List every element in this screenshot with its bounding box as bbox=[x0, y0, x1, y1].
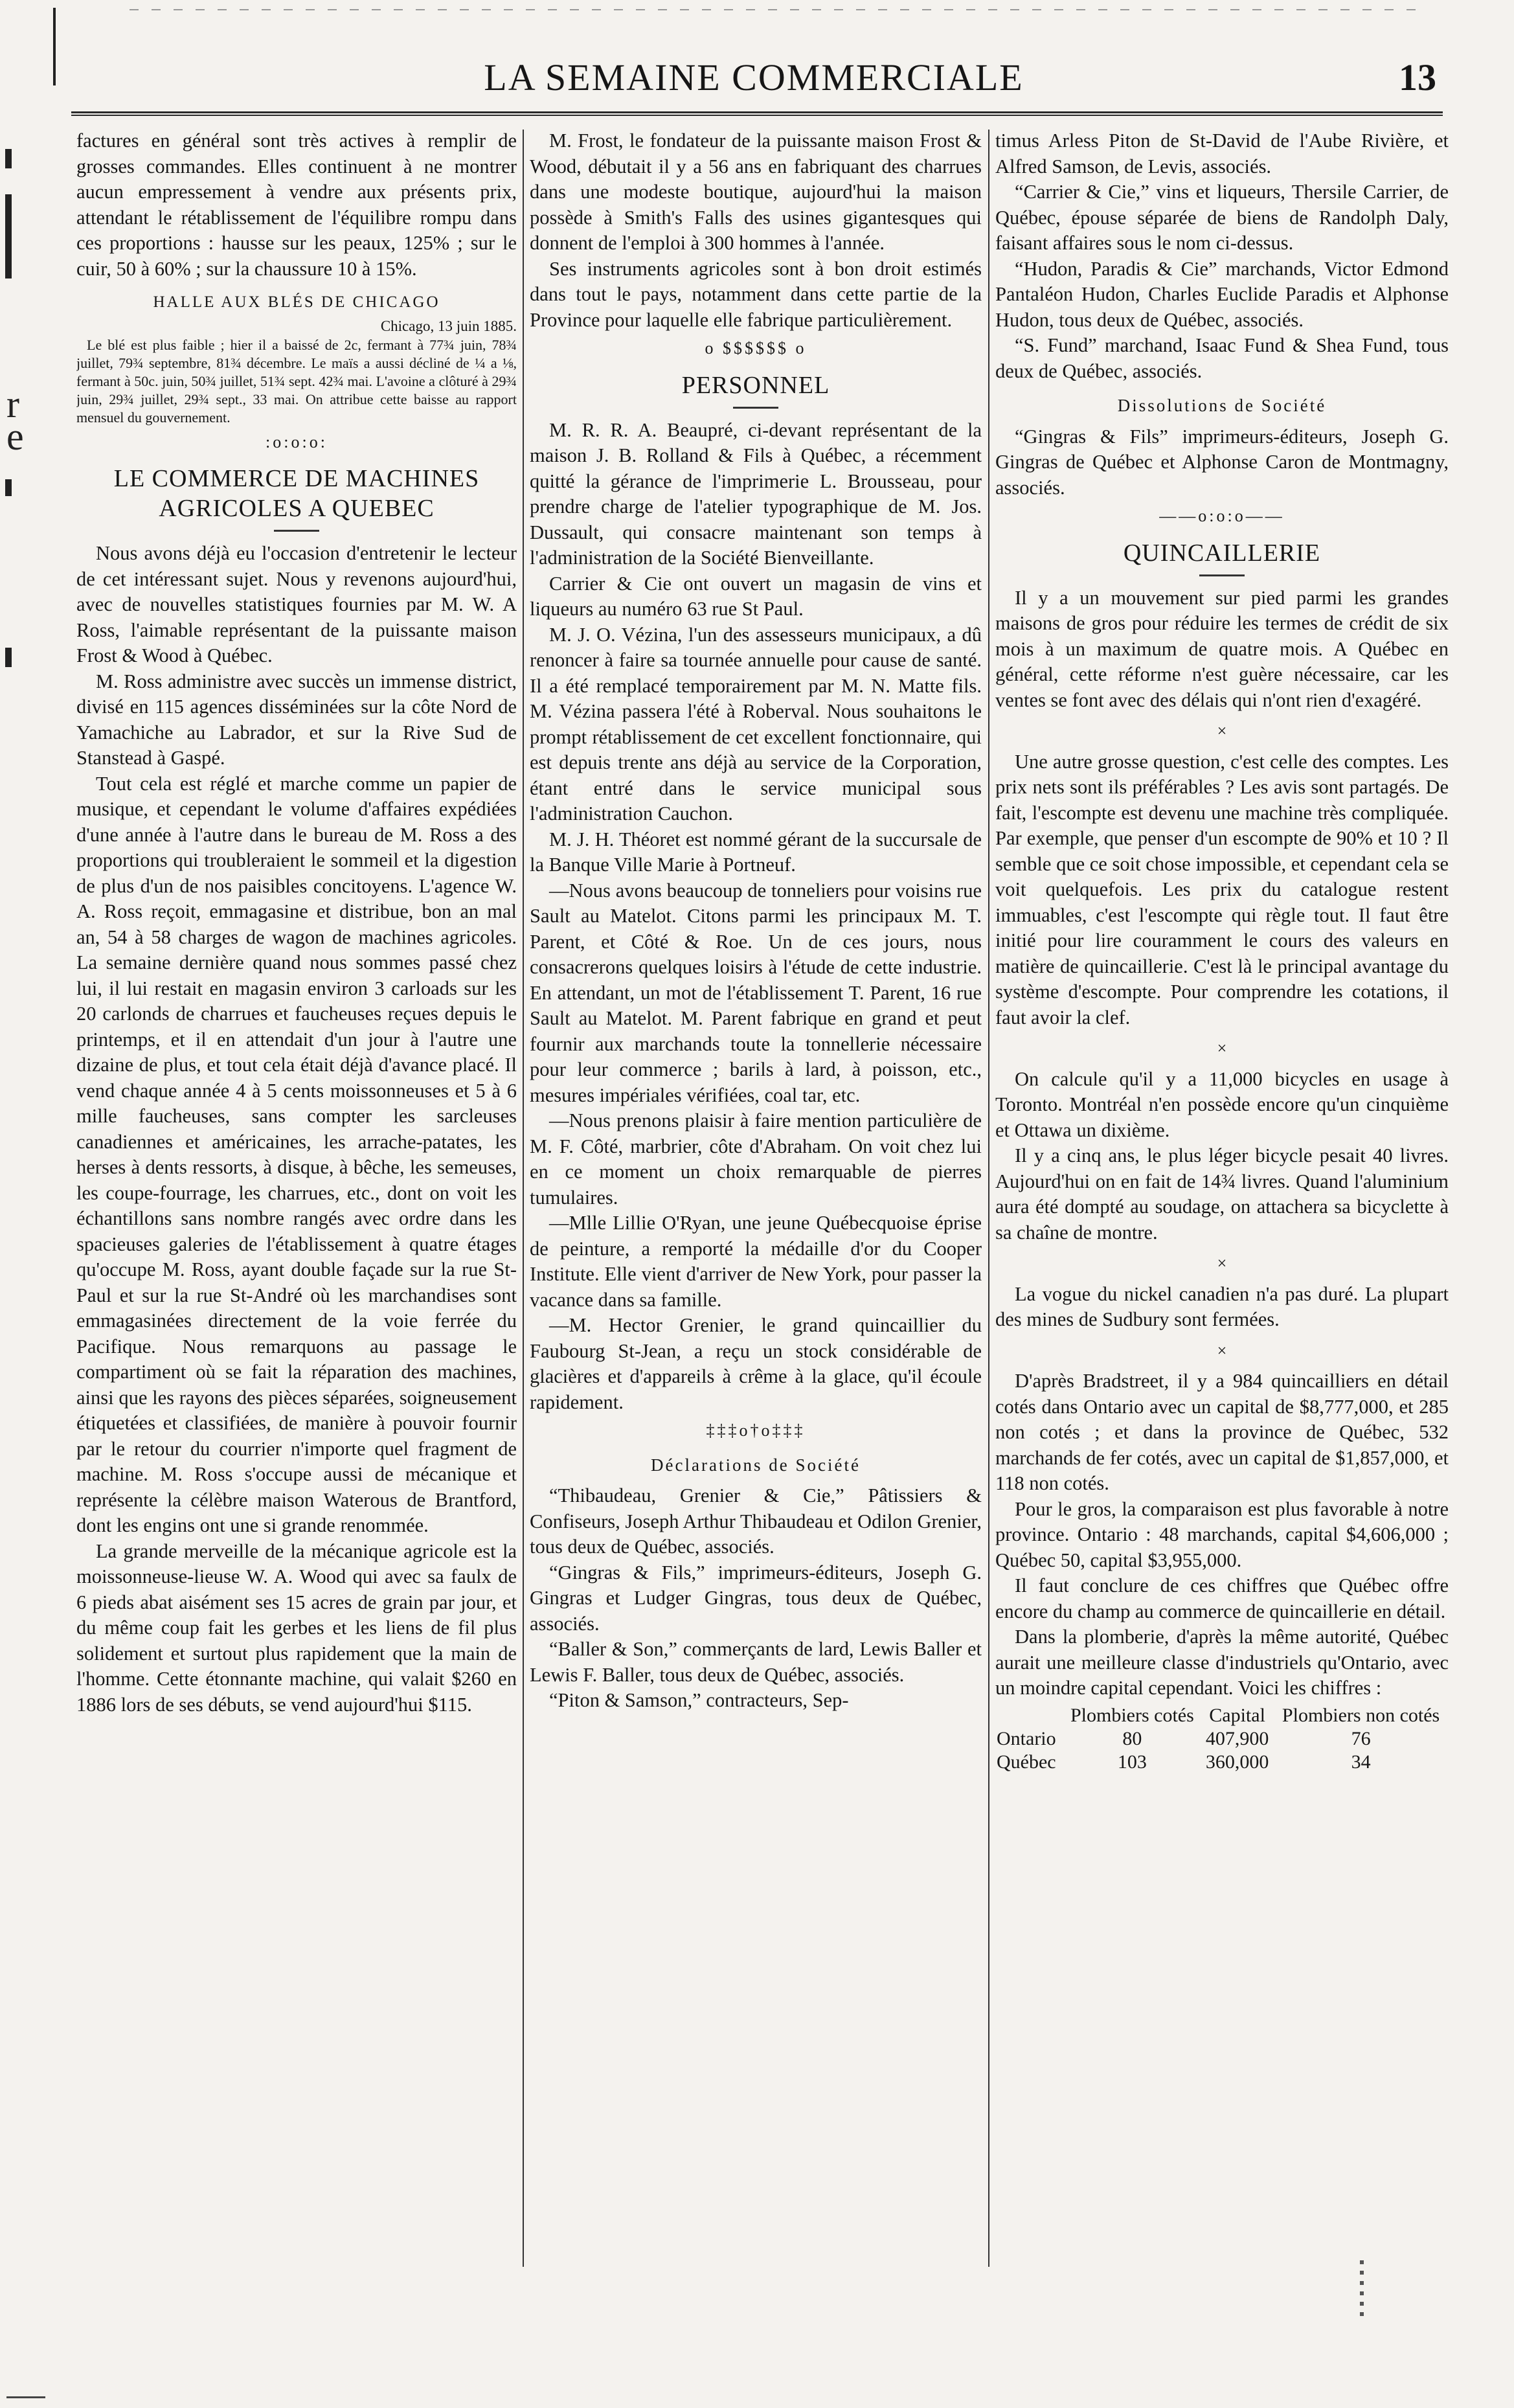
personnel-item: M. J. H. Théoret est nommé gérant de la succursale de la Banque Ville Marie à Portneuf. bbox=[530, 828, 982, 876]
section-heading-halle: HALLE AUX BLÉS DE CHICAGO bbox=[153, 293, 440, 311]
print-smudge bbox=[1360, 2260, 1364, 2319]
title-rule bbox=[1199, 574, 1245, 576]
personnel-item: M. R. R. A. Beaupré, ci-devant représentant de la maison J. B. Rolland & Fils à Québec, a récemment quitté la gérance de l'imprimerie L. Brousseau, pour prendre charge de l'atelier typographique de M. Jos. Dussault, qui consacre maintenant son temps à l'administration de la Société Bienveillante. bbox=[530, 418, 982, 569]
table-header-cell bbox=[995, 1704, 1063, 1727]
declaration-item: “Baller & Son,” commerçants de lard, Lewis Baller et Lewis F. Baller, tous deux de Québec, associés. bbox=[530, 1638, 982, 1686]
hardware-paragraph: Dans la plomberie, d'après la même autorité, Québec aurait une meilleure classe d'industriels qu'Ontario, avec un moindre capital cependant. Voici les chiffres : bbox=[995, 1626, 1449, 1699]
article-paragraph: Tout cela est réglé et marche comme un papier de musique, et cependant le volume d'affaires expédiées d'une année à l'autre dans le bureau de M. Ross a des proportions qui troubleraient le sommeil et la digestion de plus d'un de nos paisibles concitoyens. L'agence W. A. Ross reçoit, emmagasine et distribue, bon an mal an, 54 à 58 charges de wagon de machines agricoles. La semaine dernière quand nous sommes passé chez lui, il lui restait en magasin environ 3 carloads sur les 20 carlonds de charrues et faucheuses reçues depuis le printemps, et il en attendait d'un jour à l'autre une dizaine de plus, et tout cela était déjà d'avance placé. Il vend chaque année 4 à 5 cents moissonneuses et 5 à 6 mille faucheuses, sans compter les sarcleuses canadiennes et américaines, les arrache-patates, les herses à dents ressorts, à disque, à bêche, les semeuses, les coupe-fourrage, les charrues, etc., dont on voit les échantillons sans nombre rangés avec ordre dans les spacieuses galeries de l'établissement à quatre étages qu'occupe M. Ross, ayant double façade sur la rue St-Paul et sur la rue St-André où les marchandises sont emmagasinées directement de la voie ferrée du Pacifique. Nous remarquons au passage le compartiment où se fait la réparation des machines, ainsi que les rayons des pièces séparées, soigneusement étiquetées et classifiées, de manière à pouvoir fournir par le retour du courrier n'importe quel fragment de machine. M. Ross s'occupe aussi de mécanique et représente la célèbre maison Waterous de Brantford, dont les engins ont une si grande renommée. bbox=[76, 772, 517, 1536]
personnel-item: —Mlle Lillie O'Ryan, une jeune Québecquoise éprise de peinture, a remporté la médaille d'or du Cooper Institute. Elle vient d'arriver de New York, pour passer la vacance dans sa famille. bbox=[530, 1212, 982, 1311]
header-left-bar bbox=[53, 8, 56, 85]
personnel-item: M. J. O. Vézina, l'un des assesseurs municipaux, a dû renoncer à faire sa tournée annuelle pour cause de santé. Il a été remplacé temporairement par M. N. Matte fils. M. Vézina passera l'été à Roberval. Nous souhaitons le prompt rétablissement de cet excellent fonctionnaire, qui est depuis trente ans déjà au service de la Corporation, étant entré dans le service municipal sous l'administration Cauchon. bbox=[530, 623, 982, 824]
page-number: 13 bbox=[1399, 56, 1436, 98]
declaration-item: “Thibaudeau, Grenier & Cie,” Pâtissiers & Confiseurs, Joseph Arthur Thibaudeau et Odilon Grenier, tous deux de Québec, associés. bbox=[530, 1484, 982, 1558]
margin-letter-e: e bbox=[6, 415, 24, 458]
personnel-item: Carrier & Cie ont ouvert un magasin de vins et liqueurs au numéro 63 rue St Paul. bbox=[530, 572, 982, 620]
table-cell: 103 bbox=[1117, 1751, 1147, 1773]
item-separator: × bbox=[1217, 1341, 1227, 1360]
table-cell: Québec bbox=[997, 1751, 1056, 1773]
table-cell: 34 bbox=[1351, 1751, 1371, 1773]
margin-letter-r: r bbox=[6, 383, 19, 426]
table-row bbox=[995, 1751, 1449, 1774]
separator: o $$$$$$ o bbox=[705, 339, 807, 358]
declaration-item: “Carrier & Cie,” vins et liqueurs, Thersile Carrier, de Québec, épouse séparée de biens de Randolph Daly, faisant affaires sous le nom ci-dessus. bbox=[995, 181, 1449, 254]
article-paragraph: La grande merveille de la mécanique agricole est la moissonneuse-lieuse W. A. Wood qui avec sa faulx de 6 pieds abat aisément ses 15 acres de grain par jour, et du même coup fait les gerbes et les liens de fil plus solidement et surtout plus rapidement que la main de l'homme. Cette étonnante machine, qui valait $260 en 1886 lors de ses débuts, se vend aujourd'hui $115. bbox=[76, 1539, 517, 1716]
hardware-paragraph: Une autre grosse question, c'est celle des comptes. Les prix nets sont ils préférables ? Les avis sont partagés. De fait, l'escompte est devenu une machine très compliquée. Par exemple, que penser d'un escompte de 90% et 10 ? Il semble que ce soit chose impossible, et cependant cela se voit quelquefois. Les prix du catalogue restent immuables, c'est l'escompte qui règle tout. Il faut être initié pour lire couramment le cours des valeurs en matière de quincaillerie. C'est là le principal avantage du système d'escompte. Pour comprendre les cotations, il faut avoir la clef. bbox=[995, 750, 1449, 1028]
left-edge-mark bbox=[5, 149, 12, 168]
plumbers-table bbox=[995, 1704, 1449, 1774]
item-separator: × bbox=[1217, 721, 1227, 740]
market-report: Le blé est plus faible ; hier il a baissé de 2c, fermant à 77¾ juin, 78¾ juillet, 79¾ septembre, 81¾ décembre. Le maïs a aussi décliné de ¼ a ⅛, fermant à 50c. juin, 50¾ juillet, 51¾ sept. 42¾ mai. L'avoine a clôturé à 29¾ juin, 29¾ juillet, 29¾ sept., 33 mai. On attribue cette baisse au rapport mensuel du gouvernement. bbox=[76, 336, 517, 426]
hardware-paragraph: La vogue du nickel canadien n'a pas duré. La plupart des mines de Sudbury sont fermées. bbox=[995, 1282, 1449, 1330]
ornament-separator: ‡‡‡o†o‡‡‡ bbox=[706, 1421, 806, 1440]
left-edge-mark bbox=[5, 194, 12, 278]
table-header-cell: Plombiers non cotés bbox=[1282, 1704, 1440, 1726]
declaration-item: “Piton & Samson,” contracteurs, Sep- bbox=[549, 1689, 849, 1711]
table-cell: 407,900 bbox=[1205, 1727, 1269, 1749]
dateline: Chicago, 13 juin 1885. bbox=[380, 317, 517, 334]
hardware-paragraph: Il y a cinq ans, le plus léger bicycle pesait 40 livres. Aujourd'hui on en fait de 14¾ livres. Quand l'aluminium aura été dompté au soudage, on attachera sa bicyclette à sa chaîne de montre. bbox=[995, 1144, 1449, 1244]
column-3 bbox=[995, 128, 1449, 2285]
top-dashed-rule bbox=[130, 9, 1423, 10]
hardware-paragraph: Il faut conclure de ces chiffres que Québec offre encore du champ au commerce de quincaillerie en détail. bbox=[995, 1574, 1449, 1622]
section-title-personnel: PERSONNEL bbox=[681, 371, 830, 399]
hardware-paragraph: On calcule qu'il y a 11,000 bicycles en usage à Toronto. Montréal n'en possède encore qu'un cinquième et Ottawa un dixième. bbox=[995, 1067, 1449, 1141]
declaration-item: timus Arless Piton de St-David de l'Aube Rivière, et Alfred Samson, de Levis, associés. bbox=[995, 130, 1449, 177]
section-title-dissolutions: Dissolutions de Société bbox=[1117, 396, 1327, 415]
separator: :o:o:o: bbox=[266, 432, 328, 451]
article-paragraph: M. Ross administre avec succès un immense district, divisé en 115 agences disséminées sur la côte Nord de Yamachiche au Labrador, et sur la Rive Sud de Stanstead à Gaspé. bbox=[76, 670, 517, 769]
hardware-paragraph: D'après Bradstreet, il y a 984 quincailliers en détail cotés dans Ontario avec un capital de $8,777,000, et 285 non cotés ; et dans la province de Québec, 532 marchands de fer cotés, avec un capital de $1,857,000, et 118 non cotés. bbox=[995, 1370, 1449, 1494]
personnel-item: —M. Hector Grenier, le grand quincaillier du Faubourg St-Jean, a reçu un stock considérable de glacières et d'appareils à crême à la glace, qu'il écoule rapidement. bbox=[530, 1314, 982, 1413]
table-cell: 76 bbox=[1351, 1727, 1371, 1749]
header-rule bbox=[71, 111, 1443, 116]
declaration-item: “Gingras & Fils,” imprimeurs-éditeurs, Joseph G. Gingras et Ludger Gingras, tous deux de Québec, associés. bbox=[530, 1561, 982, 1635]
column-1 bbox=[76, 128, 517, 2285]
title-rule bbox=[274, 530, 319, 532]
corner-rule bbox=[6, 2396, 45, 2398]
hardware-paragraph: Pour le gros, la comparaison est plus favorable à notre province. Ontario : 48 marchands, capital $4,606,000 ; Québec 50, capital $3,955,000. bbox=[995, 1497, 1449, 1571]
personnel-item: —Nous prenons plaisir à faire mention particulière de M. F. Côté, marbrier, côte d'Abraham. On voit chez lui en ce moment un choix remarquable de pierres tumulaires. bbox=[530, 1109, 982, 1209]
declaration-item: “S. Fund” marchand, Isaac Fund & Shea Fund, tous deux de Québec, associés. bbox=[995, 334, 1449, 382]
declaration-item: “Hudon, Paradis & Cie” marchands, Victor Edmond Pantaléon Hudon, Charles Euclide Paradis et Alphonse Hudon, tous deux de Québec, associés. bbox=[995, 257, 1449, 331]
page-header bbox=[65, 51, 1443, 102]
table-cell: Ontario bbox=[997, 1727, 1056, 1749]
dissolution-item: “Gingras & Fils” imprimeurs-éditeurs, Joseph G. Gingras de Québec et Alphonse Caron de Montmagny, associés. bbox=[995, 425, 1449, 499]
item-separator: × bbox=[1217, 1039, 1227, 1058]
article-paragraph: Nous avons déjà eu l'occasion d'entretenir le lecteur de cet intéressant sujet. Nous y revenons aujourd'hui, avec de nouvelles statistiques fournies par M. W. A Ross, l'aimable représentant de la puissante maison Frost & Wood à Québec. bbox=[76, 542, 517, 666]
table-header-cell: Plombiers cotés bbox=[1070, 1704, 1194, 1726]
separator: ——o:o:o—— bbox=[1159, 506, 1285, 525]
table-row bbox=[995, 1727, 1449, 1751]
section-title-quincaillerie: QUINCAILLERIE bbox=[1123, 539, 1321, 567]
left-edge-mark bbox=[5, 648, 12, 667]
table-header-cell: Capital bbox=[1209, 1704, 1265, 1726]
publication-title: LA SEMAINE COMMERCIALE bbox=[484, 56, 1024, 98]
title-rule bbox=[733, 407, 778, 409]
hardware-paragraph: Il y a un mouvement sur pied parmi les grandes maisons de gros pour réduire les termes de crédit de six mois à un maximum de quatre mois. A Québec en général, cette réforme n'est guère nécessaire, car les ventes se font avec des délais qui n'ont rien d'exagéré. bbox=[995, 586, 1449, 711]
column-divider bbox=[988, 130, 989, 2267]
column-2 bbox=[530, 128, 982, 2285]
personnel-item: —Nous avons beaucoup de tonneliers pour voisins rue Sault au Matelot. Citons parmi les principaux M. T. Parent, et Côté & Roe. Un de ces jours, nous consacrerons quelques loisirs à l'étude de cette industrie. En attendant, un mot de l'établissement T. Parent, 16 rue Sault au Matelot. M. Parent fabrique en grand et peut fournir aux marchands toute la tonnellerie nécessaire pour leur commerce ; barils à lard, à poisson, etc., mesures impériales vérifiées, coal tar, etc. bbox=[530, 879, 982, 1106]
article-paragraph: M. Frost, le fondateur de la puissante maison Frost & Wood, débutait il y a 56 ans en fabriquant des charrues dans une modeste boutique, aujourd'hui la maison possède à Smith's Falls des usines gigantesques qui donnent de l'emploi à 300 hommes à l'année. bbox=[530, 130, 982, 254]
article-paragraph: Ses instruments agricoles sont à bon droit estimés dans tout le pays, notamment dans cette partie de la Province pour laquelle elle fabrique particulièrement. bbox=[530, 257, 982, 331]
section-title-declarations: Déclarations de Société bbox=[651, 1455, 861, 1475]
table-header-row bbox=[995, 1704, 1449, 1727]
table-cell: 360,000 bbox=[1205, 1751, 1269, 1773]
article-text: factures en général sont très actives à remplir de grosses commandes. Elles continuent à ne montrer aucun empressement à vendre aux présents prix, attendant le rétablissement de l'équilibre rompu dans ces proportions : hausse sur les peaux, 125% ; sur le cuir, 50 à 60% ; sur la chaussure 10 à 15%. bbox=[76, 130, 517, 280]
table-cell: 80 bbox=[1122, 1727, 1142, 1749]
left-edge-mark bbox=[5, 479, 12, 496]
item-separator: × bbox=[1217, 1254, 1227, 1273]
column-divider bbox=[523, 130, 524, 2267]
article-title-machines: LE COMMERCE DE MACHINES AGRICOLES A QUEBEC bbox=[113, 465, 480, 522]
